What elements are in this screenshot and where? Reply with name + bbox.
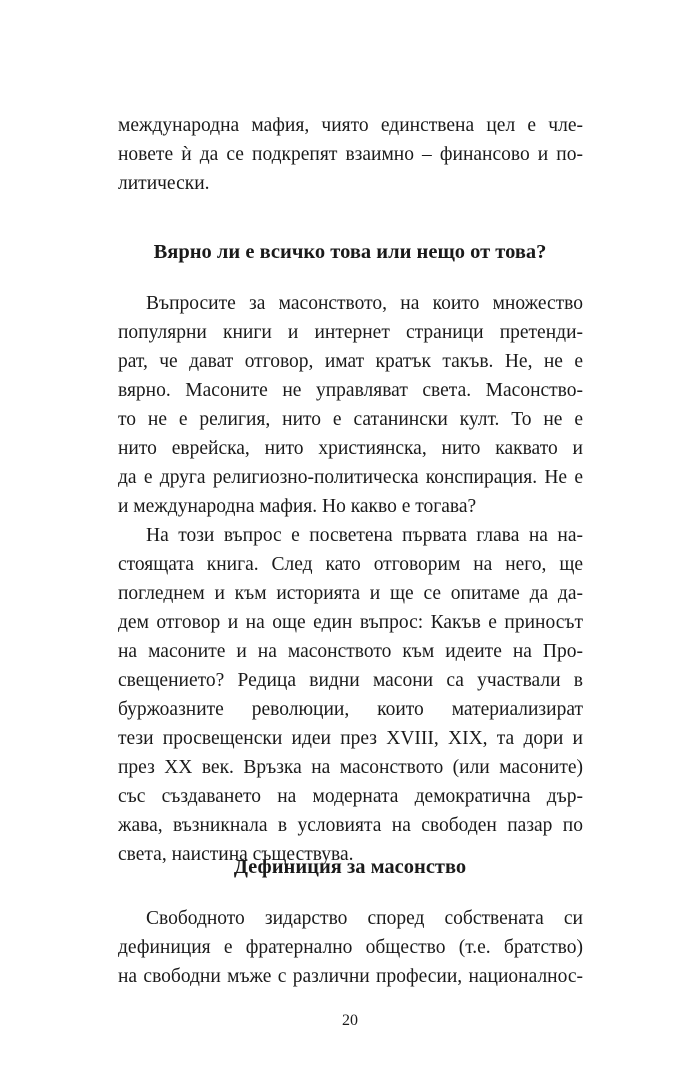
text-line: Въпросите за масонството, на които множество — [146, 293, 583, 314]
text-line: през XX век. Връзка на масонството (или масоните) — [118, 757, 583, 778]
text-line: тези просвещенски идеи през XVIII, XIX, та дори и — [118, 728, 583, 749]
text-line: популярни книги и интернет страници претенди- — [118, 322, 583, 343]
text-line: свещението? Редица видни масони са участвали в — [118, 670, 583, 691]
section-heading: Дефиниция за масонство — [233, 856, 467, 878]
text-line: на свободни мъже с различни професии, националнос- — [118, 966, 583, 987]
text-line: да е друга религиозно-политическа конспирация. Не е — [118, 467, 583, 488]
text-line: света, наистина съществува. — [118, 844, 354, 865]
text-line: буржоазните революции, които материализират — [118, 699, 583, 720]
text-line: Свободното зидарство според собствената си — [146, 908, 583, 929]
text-line: На този въпрос е посветена първата глава на на- — [146, 525, 583, 546]
text-line: литически. — [118, 173, 210, 194]
text-line: на масоните и на масонството към идеите на Про- — [118, 641, 583, 662]
text-line: дефиниция е фратернално общество (т.е. братство) — [118, 937, 583, 958]
text-line: вярно. Масоните не управляват света. Масонство- — [118, 380, 583, 401]
text-line: международна мафия, чиято единствена цел е чле- — [118, 115, 583, 136]
page-number: 20 — [342, 1012, 358, 1029]
text-line: стоящата книга. След като отговорим на него, ще — [118, 554, 583, 575]
section-heading: Вярно ли е всичко това или нещо от това? — [153, 241, 547, 263]
text-line: новете ѝ да се подкрепят взаимно – финансово и по- — [118, 144, 583, 165]
text-line: със създаването на модерната демократична дър- — [118, 786, 583, 807]
text-line: и международна мафия. Но какво е тогава? — [118, 496, 477, 517]
text-line: жава, възникнала в условията на свободен пазар по — [118, 815, 583, 836]
text-line: дем отговор и на още един въпрос: Какъв е приносът — [118, 612, 583, 633]
text-line: рат, че дават отговор, имат кратък такъв. Не, не е — [118, 351, 583, 372]
text-line: погледнем и към историята и ще се опитаме да да- — [118, 583, 583, 604]
text-line: нито еврейска, нито християнска, нито каквато и — [118, 438, 583, 459]
text-line: то не е религия, нито е сатанински култ. То не е — [118, 409, 583, 430]
